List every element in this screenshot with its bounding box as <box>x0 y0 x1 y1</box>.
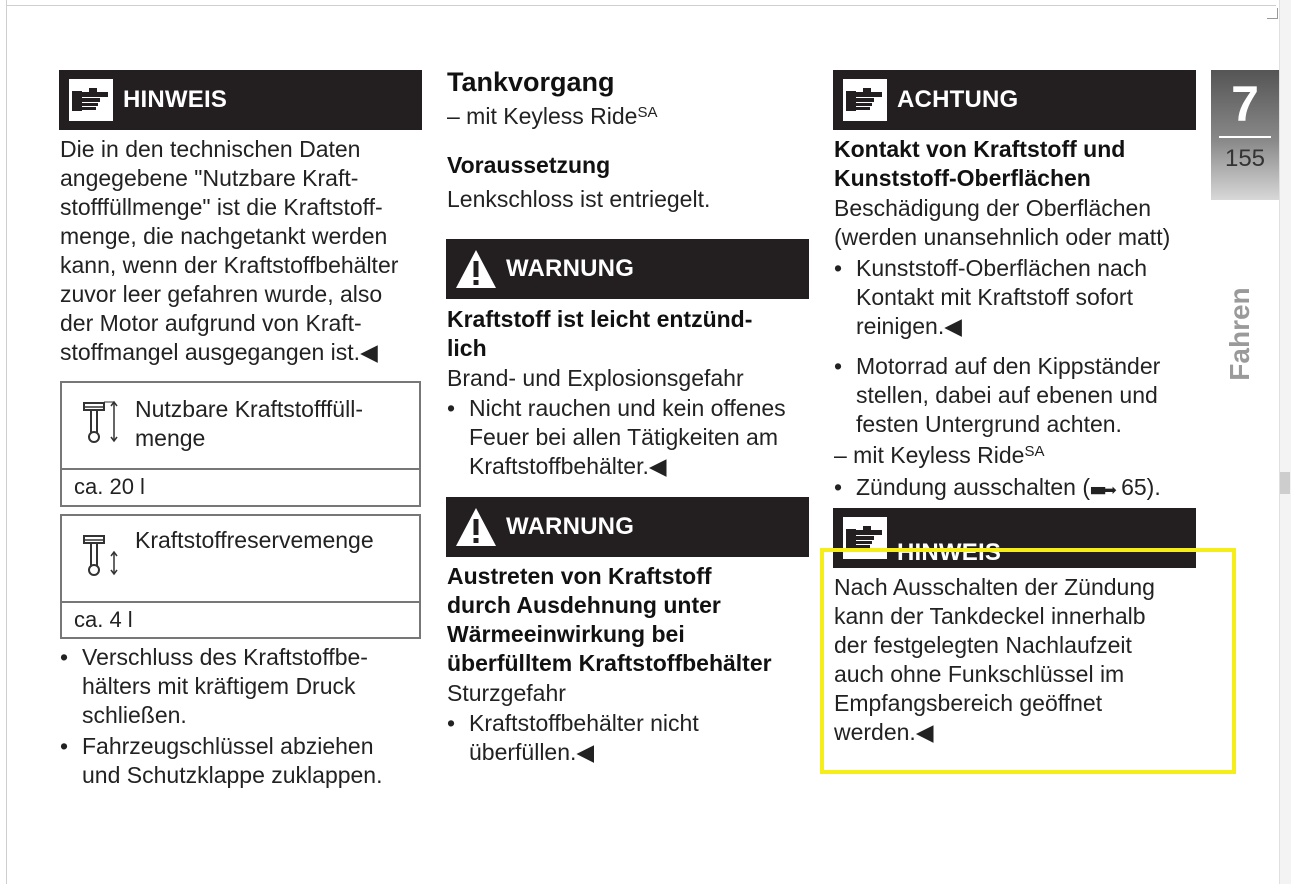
heading-line: Kunststoff-Oberflächen <box>834 165 1091 191</box>
list-item-line: reinigen.◀ <box>856 313 962 339</box>
warning-hazard: Sturzgefahr <box>447 680 566 706</box>
notice-text <box>60 135 430 367</box>
text-line: (werden unansehnlich oder matt) <box>834 224 1171 250</box>
text-line: der Motor aufgrund von Kraft- <box>60 310 362 336</box>
warning-heading <box>447 562 772 678</box>
text-line: Nach Ausschalten der Zündung <box>834 574 1155 600</box>
list-item-line: stellen, dabei auf ebenen und <box>856 382 1158 408</box>
warning-triangle-icon <box>454 506 498 548</box>
chapter-divider <box>1219 136 1271 138</box>
heading-line: Kontakt von Kraftstoff und <box>834 136 1126 162</box>
page-reference: 65). <box>1114 474 1161 500</box>
list-item-line: schließen. <box>82 702 187 728</box>
list-item <box>60 732 430 790</box>
section-title: Tankvorgang <box>447 67 615 97</box>
text-line: Beschädigung der Oberflächen <box>834 195 1152 221</box>
page-border-left <box>6 0 7 884</box>
list-item <box>447 394 812 481</box>
spec-label: Kraftstoffreservemenge <box>135 527 374 553</box>
special-accessory-mark: SA <box>1024 443 1045 460</box>
notice-title: HINWEIS <box>123 86 228 113</box>
heading-line: Austreten von Kraftstoff <box>447 563 712 589</box>
caution-heading <box>834 135 1125 193</box>
list-item-line: • Verschluss des Kraftstoffbe- <box>82 644 368 670</box>
special-accessory-mark: SA <box>637 104 658 121</box>
caution-banner <box>833 70 1196 130</box>
list-item <box>447 709 812 767</box>
bullet-list <box>834 473 1204 507</box>
text-line: kann, wenn der Kraftstoffbehälter <box>60 252 399 278</box>
bullet-list <box>447 394 812 483</box>
heading-line: lich <box>447 335 487 361</box>
page-corner-mark <box>1267 8 1278 19</box>
list-item-line: überfüllen.◀ <box>469 739 595 765</box>
list-item-line: Feuer bei allen Tätigkeiten am <box>469 424 778 450</box>
list-item-line: • Nicht rauchen und kein offenes <box>469 395 786 421</box>
list-item <box>834 352 1204 439</box>
chapter-number: 7 <box>1231 76 1259 132</box>
heading-line: durch Ausdehnung unter <box>447 592 721 618</box>
spec-header <box>62 516 419 603</box>
spec-label-line: Nutzbare Kraftstofffüll- <box>135 396 363 422</box>
warning-heading <box>447 305 752 363</box>
spec-box-usable-fuel <box>60 381 421 507</box>
warning-triangle-icon <box>454 248 498 290</box>
bullet-list <box>834 352 1204 441</box>
section-label-text: Fahren <box>1224 287 1255 381</box>
warning-title: WARNUNG <box>506 513 635 540</box>
keyless-ride-text: – mit Keyless Ride <box>834 442 1025 468</box>
prerequisite-title: Voraussetzung <box>447 152 611 178</box>
text-line: zuvor leer gefahren wurde, also <box>60 281 383 307</box>
list-item-line: Kontakt mit Kraftstoff sofort <box>856 284 1133 310</box>
scrollbar-thumb[interactable] <box>1280 472 1290 494</box>
pointing-hand-icon <box>69 79 113 121</box>
keyless-ride-note <box>447 102 657 131</box>
chapter-tab <box>1211 70 1279 200</box>
spec-label <box>135 395 363 453</box>
prerequisite-text: Lenkschloss ist entriegelt. <box>447 186 711 212</box>
bullet-list <box>447 709 812 769</box>
list-item <box>834 473 1204 505</box>
warning-banner <box>446 497 809 557</box>
keyless-ride-text: – mit Keyless Ride <box>447 103 638 129</box>
spec-box-reserve-fuel <box>60 514 421 639</box>
heading-line: Wärmeeinwirkung bei <box>447 621 685 647</box>
list-item <box>834 254 1204 341</box>
page-number: 155 <box>1224 145 1266 172</box>
text-line: stoffmangel ausgegangen ist.◀ <box>60 339 378 365</box>
notice-title: HINWEIS <box>897 539 1002 566</box>
list-item-line: • Fahrzeugschlüssel abziehen <box>82 733 374 759</box>
pointing-hand-icon <box>843 79 887 121</box>
page-border-top <box>6 5 1276 6</box>
text-line: kann der Tankdeckel innerhalb <box>834 603 1146 629</box>
spec-label-line: menge <box>135 425 206 451</box>
list-item-line: Kraftstoffbehälter.◀ <box>469 453 667 479</box>
text-line: menge, die nachgetankt werden <box>60 223 388 249</box>
text-line: Empfangsbereich geöffnet <box>834 690 1103 716</box>
spec-value: ca. 4 l <box>74 607 133 632</box>
section-label <box>1225 278 1259 388</box>
keyless-ride-note <box>834 441 1044 470</box>
caution-title: ACHTUNG <box>897 86 1019 113</box>
text-line: Die in den technischen Daten <box>60 136 361 162</box>
text-line: werden.◀ <box>834 719 934 745</box>
warning-banner <box>446 239 809 299</box>
heading-line: überfülltem Kraftstoffbehälter <box>447 650 772 676</box>
list-item-line: • Kraftstoffbehälter nicht <box>469 710 699 736</box>
text-line: der festgelegten Nachlaufzeit <box>834 632 1132 658</box>
bullet-list <box>60 643 430 792</box>
page-reference-arrow-icon: ■■➡ <box>1090 482 1115 499</box>
fuel-pump-icon <box>82 399 122 450</box>
warning-title: WARNUNG <box>506 255 635 282</box>
text-line: auch ohne Funkschlüssel im <box>834 661 1125 687</box>
warning-hazard: Brand- und Explosionsgefahr <box>447 365 744 391</box>
list-item-line: • Motorrad auf den Kippständer <box>856 353 1161 379</box>
list-item-line: festen Untergrund achten. <box>856 411 1122 437</box>
spec-value: ca. 20 l <box>74 474 145 499</box>
scrollbar-track[interactable] <box>1279 0 1291 884</box>
list-item-line: • Kunststoff-Oberflächen nach <box>856 255 1148 281</box>
bullet-list <box>834 254 1204 343</box>
fuel-pump-icon <box>82 530 122 583</box>
spec-header <box>62 383 419 470</box>
text-line: angegebene "Nutzbare Kraft- <box>60 165 359 191</box>
highlight-box <box>820 548 1236 774</box>
list-item-line: hälters mit kräftigem Druck <box>82 673 356 699</box>
list-item-text: Zündung ausschalten ( <box>856 474 1090 500</box>
list-item <box>60 643 430 730</box>
heading-line: Kraftstoff ist leicht entzünd- <box>447 306 753 332</box>
text-line: stofffüllmenge" ist die Kraftstoff- <box>60 194 383 220</box>
list-item-line: und Schutzklappe zuklappen. <box>82 762 383 788</box>
notice-banner-hinweis <box>59 70 422 130</box>
caution-text <box>834 194 1170 252</box>
